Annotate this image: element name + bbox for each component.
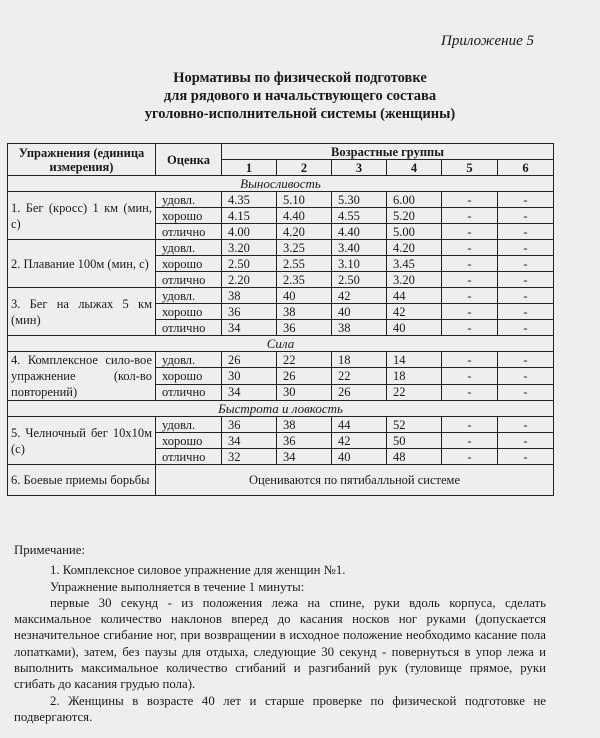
- value-cell: 18: [332, 352, 387, 368]
- value-cell: 38: [222, 288, 277, 304]
- value-cell: 38: [332, 320, 387, 336]
- section-row: [8, 176, 554, 192]
- value-cell: -: [498, 433, 554, 449]
- value-cell: 3.25: [277, 240, 332, 256]
- grade-cell: хорошо: [156, 208, 222, 224]
- value-cell: 26: [277, 368, 332, 384]
- grade-cell: отлично: [156, 224, 222, 240]
- value-cell: 30: [222, 368, 277, 384]
- value-cell: -: [498, 288, 554, 304]
- value-cell: 34: [222, 384, 277, 400]
- notes: [14, 542, 546, 725]
- value-cell: 18: [387, 368, 442, 384]
- exercise-name: 6. Боевые приемы борьбы: [8, 465, 156, 496]
- table-row: [8, 465, 554, 496]
- value-cell: 50: [387, 433, 442, 449]
- value-cell: 4.00: [222, 224, 277, 240]
- table-row: [8, 352, 554, 368]
- value-cell: 22: [387, 384, 442, 400]
- value-cell: 14: [387, 352, 442, 368]
- value-cell: 3.10: [332, 256, 387, 272]
- grade-cell: хорошо: [156, 304, 222, 320]
- value-cell: -: [442, 368, 498, 384]
- grade-cell: удовл.: [156, 417, 222, 433]
- wrestling-evaluation: Оцениваются по пятибалльной системе: [156, 465, 554, 496]
- value-cell: -: [442, 272, 498, 288]
- value-cell: 5.20: [387, 208, 442, 224]
- exercise-name: 2. Плавание 100м (мин, с): [8, 240, 156, 288]
- exercise-name: 3. Бег на лыжах 5 км (мин): [8, 288, 156, 336]
- grade-cell: хорошо: [156, 368, 222, 384]
- grade-cell: хорошо: [156, 256, 222, 272]
- value-cell: 36: [222, 417, 277, 433]
- page-title: [0, 69, 600, 123]
- value-cell: 4.40: [277, 208, 332, 224]
- value-cell: 4.35: [222, 192, 277, 208]
- value-cell: -: [498, 208, 554, 224]
- value-cell: 5.00: [387, 224, 442, 240]
- exercise-name: 5. Челночный бег 10х10м (с): [8, 417, 156, 465]
- grade-cell: удовл.: [156, 352, 222, 368]
- value-cell: 4.55: [332, 208, 387, 224]
- value-cell: 52: [387, 417, 442, 433]
- value-cell: 32: [222, 449, 277, 465]
- value-cell: -: [498, 272, 554, 288]
- value-cell: 3.40: [332, 240, 387, 256]
- section-row: [8, 336, 554, 352]
- value-cell: -: [498, 352, 554, 368]
- value-cell: -: [442, 384, 498, 400]
- note-heading: Примечание:: [14, 543, 85, 557]
- value-cell: -: [442, 433, 498, 449]
- title-line-3: уголовно-исполнительной системы (женщины): [144, 106, 456, 122]
- note-1: 1. Комплексное силовое упражнение для женщин №1.: [50, 563, 346, 578]
- exercise-name: 4. Комплексное сило-вое упражнение (кол-во повторений): [8, 352, 156, 401]
- value-cell: 5.10: [277, 192, 332, 208]
- header-group-1: 1: [222, 160, 277, 176]
- value-cell: -: [498, 320, 554, 336]
- grade-cell: удовл.: [156, 288, 222, 304]
- value-cell: -: [498, 384, 554, 400]
- value-cell: -: [498, 304, 554, 320]
- header-group-5: 5: [442, 160, 498, 176]
- section-title: Выносливость: [8, 176, 554, 192]
- value-cell: 2.20: [222, 272, 277, 288]
- header-group-2: 2: [277, 160, 332, 176]
- note-4: 2. Женщины в возрасте 40 лет и старше проверке по физической подготовке не подвергаются.: [14, 693, 546, 724]
- grade-cell: отлично: [156, 272, 222, 288]
- table-row: [8, 192, 554, 208]
- value-cell: 2.35: [277, 272, 332, 288]
- note-2: Упражнение выполняется в течение 1 минуты:: [50, 579, 305, 594]
- value-cell: -: [442, 240, 498, 256]
- value-cell: 30: [277, 384, 332, 400]
- value-cell: -: [498, 368, 554, 384]
- value-cell: 44: [387, 288, 442, 304]
- value-cell: -: [498, 256, 554, 272]
- section-title: Сила: [8, 336, 554, 352]
- value-cell: -: [442, 192, 498, 208]
- value-cell: -: [442, 208, 498, 224]
- value-cell: 44: [332, 417, 387, 433]
- value-cell: 42: [332, 433, 387, 449]
- value-cell: -: [498, 417, 554, 433]
- value-cell: 40: [332, 304, 387, 320]
- value-cell: 38: [277, 304, 332, 320]
- header-group-3: 3: [332, 160, 387, 176]
- value-cell: 2.55: [277, 256, 332, 272]
- header-group-4: 4: [387, 160, 442, 176]
- value-cell: -: [442, 417, 498, 433]
- grade-cell: хорошо: [156, 433, 222, 449]
- value-cell: 36: [277, 433, 332, 449]
- value-cell: 42: [332, 288, 387, 304]
- table-row: [8, 240, 554, 256]
- value-cell: 36: [277, 320, 332, 336]
- value-cell: 34: [222, 320, 277, 336]
- title-line-1: Нормативы по физической подготовке: [173, 70, 427, 86]
- value-cell: -: [442, 320, 498, 336]
- value-cell: 4.40: [332, 224, 387, 240]
- norms-table: [7, 143, 554, 496]
- value-cell: -: [442, 288, 498, 304]
- value-cell: 38: [277, 417, 332, 433]
- note-3: первые 30 секунд - из положения лежа на спине, руки вдоль корпуса, сделать максимальное количество наклонов вперед до касания носков ног руками (допускается незначительное сгибание ног, при возвращении в исходное положение необходимо касание пола лопатками), затем, без паузы для отдыха, следующие 30 секунд - повернуться в упор лежа и выполнить максимальное количество сгибаний и разгибаний рук (туловище прямое, руки сгибать до касания грудью пола).: [14, 595, 546, 692]
- value-cell: 4.15: [222, 208, 277, 224]
- value-cell: 2.50: [332, 272, 387, 288]
- value-cell: -: [498, 224, 554, 240]
- table-row: [8, 417, 554, 433]
- value-cell: 22: [277, 352, 332, 368]
- value-cell: 34: [222, 433, 277, 449]
- title-line-2: для рядового и начальствующего состава: [163, 88, 437, 104]
- header-exercise: Упражнения (единица измерения): [8, 144, 156, 176]
- value-cell: 3.20: [222, 240, 277, 256]
- value-cell: 40: [277, 288, 332, 304]
- value-cell: 26: [332, 384, 387, 400]
- value-cell: 48: [387, 449, 442, 465]
- value-cell: 40: [332, 449, 387, 465]
- value-cell: -: [498, 449, 554, 465]
- value-cell: 6.00: [387, 192, 442, 208]
- value-cell: 5.30: [332, 192, 387, 208]
- value-cell: 42: [387, 304, 442, 320]
- appendix-label: Приложение 5: [441, 33, 534, 49]
- grade-cell: отлично: [156, 449, 222, 465]
- value-cell: 2.50: [222, 256, 277, 272]
- value-cell: 40: [387, 320, 442, 336]
- exercise-name: 1. Бег (кросс) 1 км (мин, с): [8, 192, 156, 240]
- value-cell: -: [442, 256, 498, 272]
- header-group-6: 6: [498, 160, 554, 176]
- value-cell: 3.45: [387, 256, 442, 272]
- value-cell: 4.20: [277, 224, 332, 240]
- value-cell: 34: [277, 449, 332, 465]
- header-grade: Оценка: [156, 144, 222, 176]
- value-cell: 4.20: [387, 240, 442, 256]
- header-age-groups: Возрастные группы: [222, 144, 554, 160]
- value-cell: 3.20: [387, 272, 442, 288]
- value-cell: -: [442, 224, 498, 240]
- grade-cell: отлично: [156, 384, 222, 400]
- value-cell: 26: [222, 352, 277, 368]
- grade-cell: удовл.: [156, 192, 222, 208]
- grade-cell: удовл.: [156, 240, 222, 256]
- value-cell: 22: [332, 368, 387, 384]
- table-row: [8, 288, 554, 304]
- value-cell: 36: [222, 304, 277, 320]
- value-cell: -: [442, 449, 498, 465]
- value-cell: -: [498, 240, 554, 256]
- value-cell: -: [498, 192, 554, 208]
- section-row: [8, 401, 554, 417]
- value-cell: -: [442, 304, 498, 320]
- value-cell: -: [442, 352, 498, 368]
- grade-cell: отлично: [156, 320, 222, 336]
- section-title: Быстрота и ловкость: [8, 401, 554, 417]
